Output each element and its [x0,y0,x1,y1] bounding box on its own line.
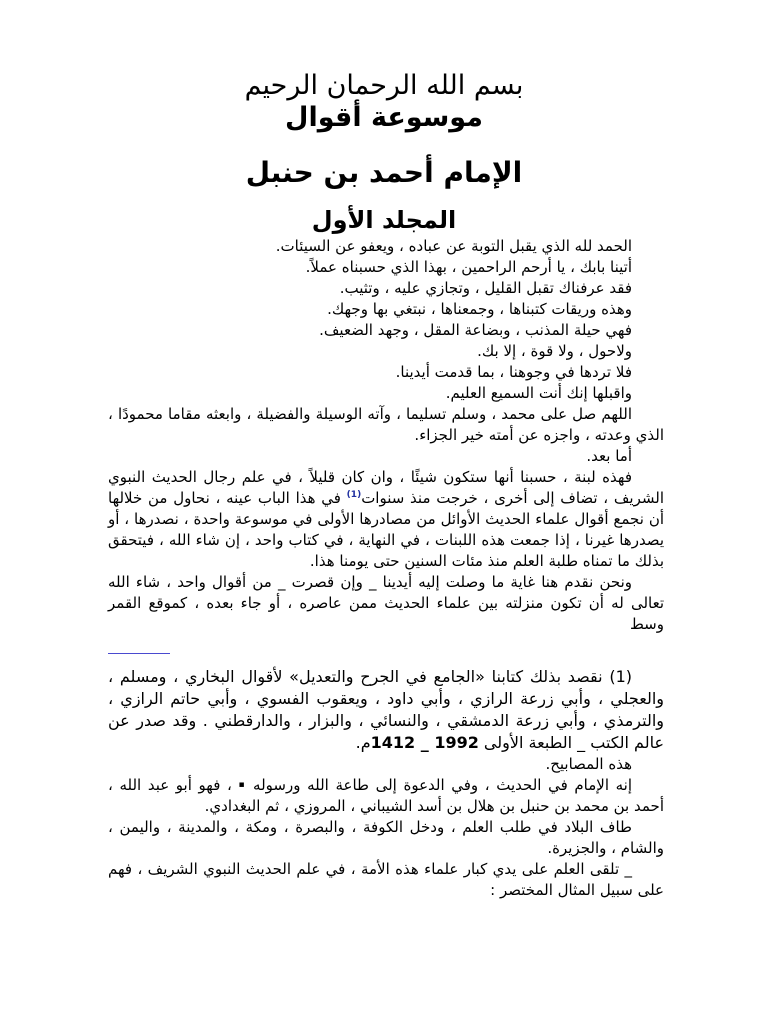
footnote [108,666,664,754]
paragraph-imam-text: إنه الإمام في الحديث ، وفي الدعوة إلى طاعة الله ورسوله [246,776,633,794]
prayer-paragraph: اللهم صل على محمد ، وسلم تسليما ، وآته الوسيلة والفضيلة ، وابعثه مقاما محمودًا ، الذي وعدته ، واجزه عن أمته خير الجزاء. [108,405,664,444]
intro-line: فقد عرفناك تقبل القليل ، وتجازي عليه ، وتثيب. [339,279,632,297]
intro-line: فلا تردها في وجوهنا ، بما قدمت أيدينا. [395,363,632,381]
paragraph-moon: ونحن نقدم هنا غاية ما وصلت إليه أيدينا _ وإن قصرت _ من أقوال واحد ، شاء الله تعالى له أن تكون منزلته بين علماء الحديث ممن عاصره ، أو جاء بعده ، كموقع القمر وسط [108,573,664,633]
intro-line: وهذه وريقات كتبناها ، وجمعناها ، نبتغي بها وجهك. [327,300,632,318]
intro-line: ولاحول ، ولا قوة ، إلا بك. [477,342,632,360]
imam-title: الإمام أحمد بن حنبل [245,156,523,189]
paragraph-intro-continued: في هذا الباب عينه ، نحاول من خلالها أن نجمع أقوال علماء الحديث الأوائل من مصادرها الأولى في موسوعة واحدة ، نصدرها ، أو يصدرها غيرنا ، إذا جمعت هذه اللبنات ، في النهاية ، في كتاب واحد ، إن شاء الله ، فيتحقق بذلك ما تمناه طلبة العلم منذ مئات السنين حتى يومنا هذا. [108,489,664,570]
footnote-number: (1) [609,667,632,686]
encyclopedia-title: موسوعة أقوال [285,102,483,133]
volume-title: المجلد الأول [311,206,457,234]
footnote-years: 1412 _ 1992 [370,733,479,752]
intro-line: الحمد لله الذي يقبل التوبة عن عباده ، ويعفو عن السيئات. [275,237,632,255]
footnote-text: نقصد بذلك كتابنا «الجامع في الجرح والتعديل» لأقوال البخاري ، ومسلم ، والعجلي ، وأبي زرعة الرازي ، وأبي داود ، ويعقوب الفسوي ، وأبي حاتم الرازي ، والترمذي ، وأبي زرعة الدمشقي ، والنسائي ، والبزار ، والدارقطني . وقد صدر عن عالم الكتب _ الطبعة الأولى [108,667,664,752]
amma-bad: أما بعد. [586,447,632,465]
salutation-mark: ▪ [236,780,247,790]
paragraph-teachers: _ تلقى العلم على يدي كبار علماء هذه الأمة ، في علم الحديث النبوي الشريف ، فهم على سبيل المثال المختصر : [108,860,664,899]
intro-line: فهي حيلة المذنب ، وبضاعة المقل ، وجهد الضعيف. [319,321,632,339]
paragraph-intro [108,467,664,572]
masabih-line: هذه المصابيح. [545,755,632,773]
footnote-reference[interactable]: (1) [346,490,362,500]
footnote-suffix: م. [355,733,371,752]
paragraph-intro-text: فهذه لبنة ، حسبنا أنها ستكون شيئًا ، وان كان قليلاً ، في علم رجال الحديث النبوي الشريف ، تضاف إلى أخرى ، خرجت منذ سنوات [108,468,664,507]
basmala: بسم الله الرحمان الرحيم [244,70,524,101]
document-body [108,236,664,901]
paragraph-travels: طاف البلاد في طلب العلم ، ودخل الكوفة ، والبصرة ، ومكة ، والمدينة ، واليمن ، والشام ، والجزيرة. [108,818,664,857]
paragraph-imam-continued: ، فهو أبو عبد الله ، أحمد بن محمد بن حنبل بن هلال بن أسد الشيباني ، المروزي ، ثم البغدادي. [108,776,664,815]
paragraph-imam [108,775,664,817]
intro-line: واقبلها إنك أنت السميع العليم. [445,384,632,402]
intro-line: أتينا بابك ، يا أرحم الراحمين ، بهذا الذي حسبناه عملاً. [305,258,632,276]
footnote-separator [108,653,170,654]
